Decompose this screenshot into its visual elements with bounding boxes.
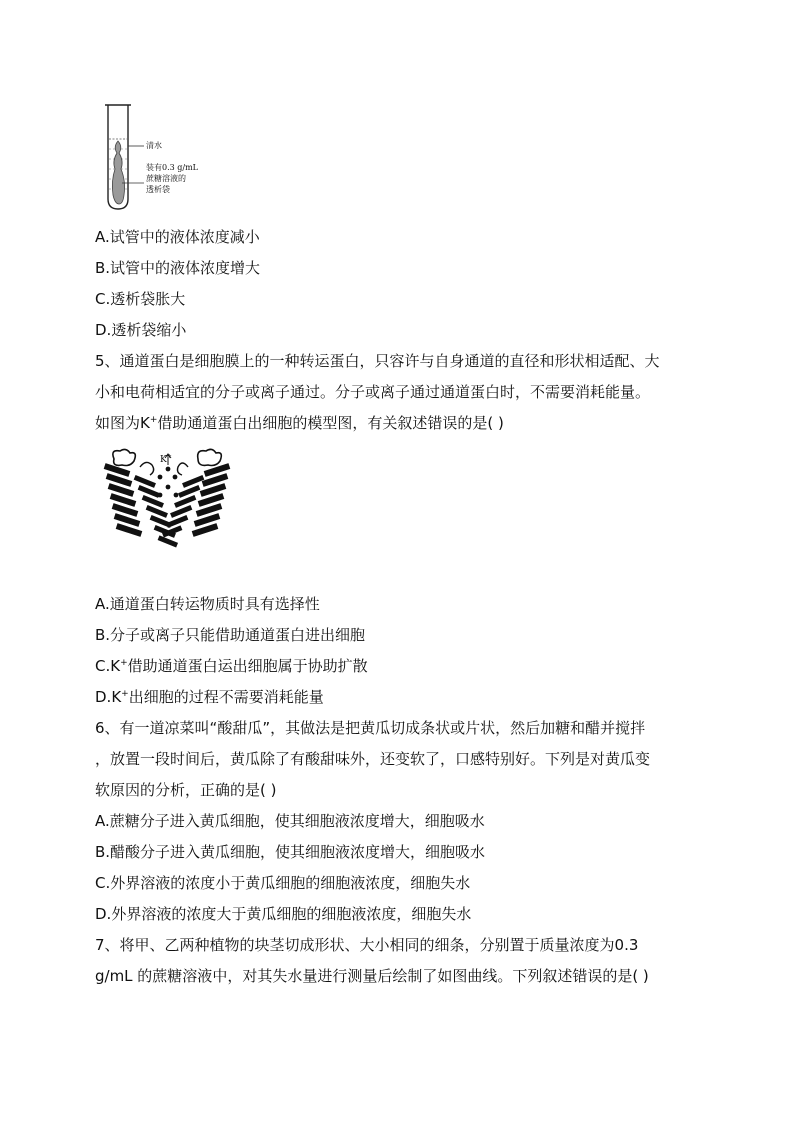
q6-option-b: B.醋酸分子进入黄瓜细胞，使其细胞液浓度增大，细胞吸水 (95, 843, 486, 861)
q6-stem-line-3: 软原因的分析，正确的是( ) (95, 781, 277, 799)
test-tube-diagram (100, 103, 230, 213)
q5-stem-line-1: 5、通道蛋白是细胞膜上的一种转运蛋白，只容许与自身通道的直径和形状相适配、大 (95, 352, 660, 370)
label-bag-line-2: 蔗糖溶液的 (146, 174, 186, 183)
label-water: 清水 (146, 141, 162, 150)
q5-option-b: B.分子或离子只能借助通道蛋白进出细胞 (95, 626, 366, 644)
q5-option-d: D.K+出细胞的过程不需要消耗能量 (95, 688, 324, 706)
q5-stem-post: 借助通道蛋白出细胞的模型图，有关叙述错误的是( ) (157, 414, 504, 432)
q6-option-a: A.蔗糖分子进入黄瓜细胞，使其细胞液浓度增大，细胞吸水 (95, 812, 485, 830)
q4-option-c: C.透析袋胀大 (95, 290, 186, 308)
q5-option-c: C.K+借助通道蛋白运出细胞属于协助扩散 (95, 657, 368, 675)
channel-protein-figure (100, 445, 240, 555)
q4-option-a: A.试管中的液体浓度减小 (95, 228, 260, 246)
q7-stem-line-2: g/mL 的蔗糖溶液中，对其失水量进行测量后绘制了如图曲线。下列叙述错误的是( ) (95, 967, 649, 985)
label-bag-line-3: 透析袋 (146, 185, 170, 194)
q5-stem-line-2: 小和电荷相适宜的分子或离子通过。分子或离子通过通道蛋白时，不需要消耗能量。 (95, 383, 651, 401)
q7-stem-line-1: 7、将甲、乙两种植物的块茎切成形状、大小相同的细条，分别置于质量浓度为0.3 (95, 936, 639, 954)
q6-option-c: C.外界溶液的浓度小于黄瓜细胞的细胞液浓度，细胞失水 (95, 874, 471, 892)
q4-option-d: D.透析袋缩小 (95, 321, 187, 339)
q5-stem-pre: 如图为K (95, 414, 150, 432)
q6-stem-line-2: ，放置一段时间后，黄瓜除了有酸甜味外，还变软了，口感特别好。下列是对黄瓜变 (95, 750, 651, 768)
q5-stem-sup: + (149, 415, 158, 425)
q6-option-d: D.外界溶液的浓度大于黄瓜细胞的细胞液浓度，细胞失水 (95, 905, 472, 923)
label-bag-line-1: 装有0.3 g/mL (146, 163, 198, 172)
q5-option-a: A.通道蛋白转运物质时具有选择性 (95, 595, 320, 613)
ion-label: K+ (160, 453, 172, 465)
q4-option-b: B.试管中的液体浓度增大 (95, 259, 261, 277)
test-tube-figure (100, 103, 230, 213)
q5-stem-line-3 (95, 413, 504, 433)
q6-stem-line-1: 6、有一道凉菜叫“酸甜瓜”，其做法是把黄瓜切成条状或片状，然后加糖和醋并搅拌 (95, 719, 646, 737)
